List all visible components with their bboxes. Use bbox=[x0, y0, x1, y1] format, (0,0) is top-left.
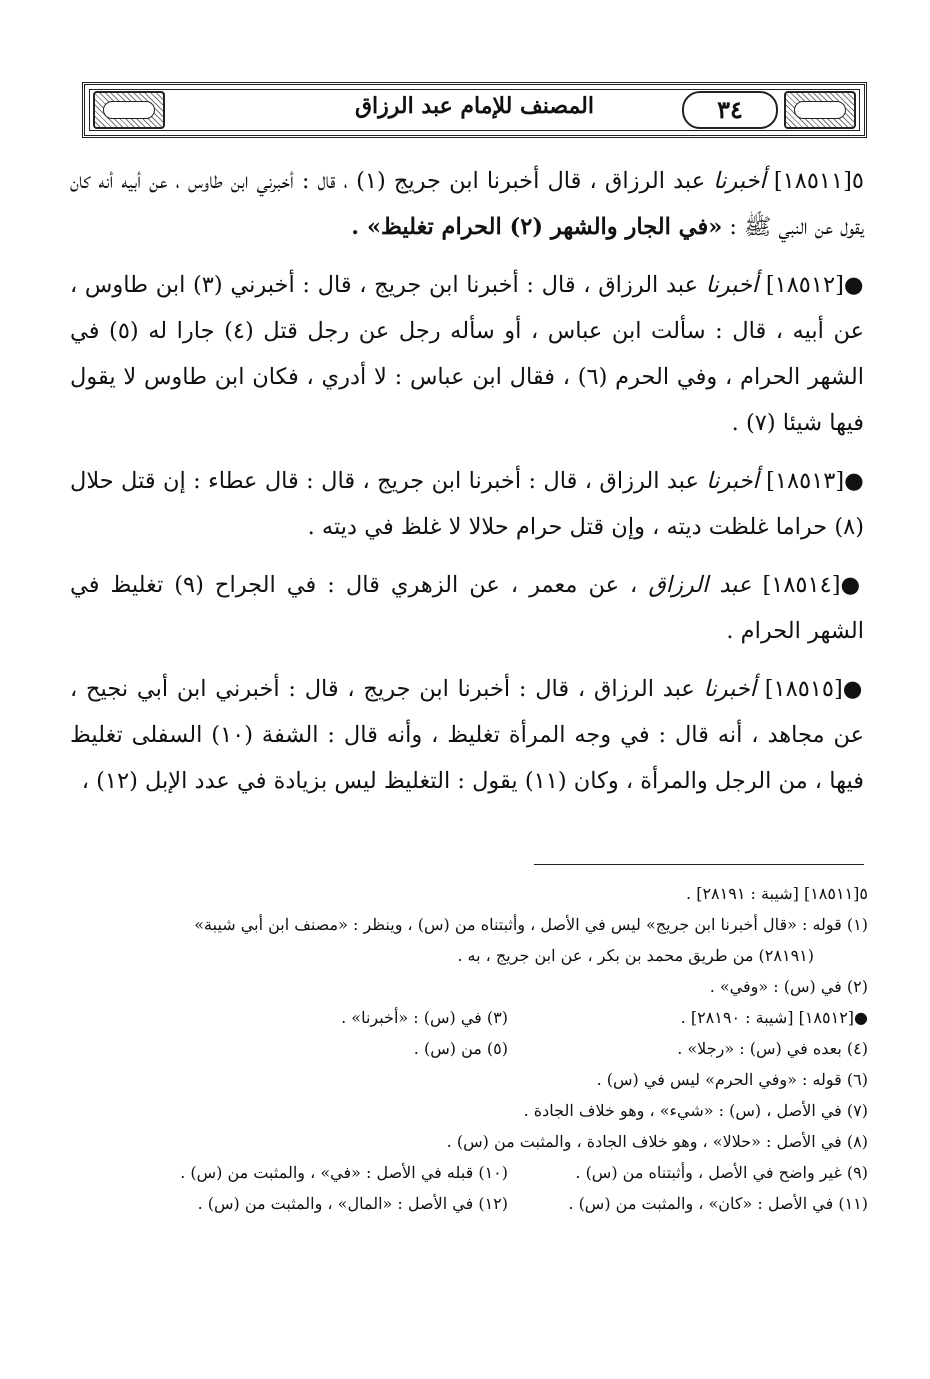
hadith-number: [١٨٥١٥] bbox=[764, 676, 843, 702]
hadith-text: عبد الرزاق ، قال : أخبرنا ابن جريج ، قال : قال عطاء : إن قتل حلال (٨) حراما غلظت ديته ، وإن قتل حرام حلالا لا غلظ في ديته . bbox=[70, 468, 864, 540]
footnote: (٨) في الأصل : «حلالا» ، وهو خلاف الجادة ، والمثبت من (س) . bbox=[446, 1132, 868, 1151]
hadith-text: عبد الرزاق ، قال : أخبرنا ابن جريج ، قال : أخبرني (٣) ابن طاوس ، عن أبيه ، قال : سألت ابن عباس ، أو سأله رجل عن رجل قتل (٤) جارا له (٥) في الشهر الحرام ، وفي الحرم (٦) ، فقال ابن عباس : لا أدري ، فكان ابن طاوس لا يقول فيها شيئا (٧) . bbox=[70, 272, 865, 436]
hadith-number: [١٨٥١٣] bbox=[766, 468, 845, 494]
footnote: (٩) غير واضح في الأصل ، وأثبتناه من (س) . bbox=[575, 1163, 868, 1182]
footnote: ●[١٨٥١٢] [شيبة : ٢٨١٩٠] . bbox=[680, 1008, 868, 1027]
isnad-prefix: أخبرنا bbox=[705, 272, 759, 298]
footnote: (١١) في الأصل : «كان» ، والمثبت من (س) . bbox=[568, 1194, 868, 1213]
footnote-divider bbox=[534, 864, 864, 865]
footnote: (١٢) في الأصل : «المال» ، والمثبت من (س) . bbox=[197, 1194, 508, 1213]
hadith-number: [١٨٥١٤] bbox=[762, 572, 841, 598]
isnad-prefix: أخبرنا bbox=[703, 676, 757, 702]
footnote: (٧) في الأصل ، (س) : «شيء» ، وهو خلاف الجادة . bbox=[523, 1101, 868, 1120]
paragraph-marker: ٥ bbox=[851, 168, 864, 194]
ornament-left-icon bbox=[93, 91, 165, 129]
footnote-row bbox=[100, 1188, 868, 1219]
footnotes bbox=[100, 878, 868, 1219]
footnote: (٦) قوله : «وفي الحرم» ليس في (س) . bbox=[596, 1070, 868, 1089]
footnote-row bbox=[100, 1157, 868, 1188]
isnad-prefix: عبد الرزاق bbox=[648, 572, 752, 598]
hadith-text: عبد الرزاق ، قال : أخبرنا ابن جريج ، قال : أخبرني ابن أبي نجيح ، عن مجاهد ، أنه قال : في وجه المرأة تغليظ ، وأنه قال : الشفة (١٠) السفلى تغليظ فيها ، من الرجل والمرأة ، وكان (١١) يقول : التغليظ ليس بزيادة في عدد الإبل (١٢) ، bbox=[70, 676, 865, 794]
isnad-prefix: أخبرنا bbox=[706, 468, 759, 494]
paragraph-marker: ● bbox=[840, 572, 864, 598]
paragraph-marker: ● bbox=[842, 676, 864, 702]
footnote: (٣) في (س) : «أخبرنا» . bbox=[341, 1008, 508, 1027]
hadith-number: [١٨٥١١] bbox=[773, 168, 852, 194]
hadith-text: ، عن معمر ، عن الزهري قال : في الجراح (٩) تغليظ في الشهر الحرام . bbox=[70, 572, 864, 644]
hadith-18511 bbox=[70, 158, 864, 250]
isnad-prefix: أخبرنا bbox=[713, 168, 766, 194]
footnote: (٤) بعده في (س) : «رجلا» . bbox=[677, 1039, 868, 1058]
page-header bbox=[82, 82, 867, 138]
ornament-right-icon bbox=[784, 91, 856, 129]
paragraph-marker: ● bbox=[844, 468, 865, 494]
hadith-18513 bbox=[70, 458, 864, 550]
hadith-text: عبد الرزاق ، قال أخبرنا ابن جريج (١) ، قال : أخبرني ابن طاوس ، عن أبيه أنه كان يقول عن النبي ﷺ : bbox=[70, 168, 864, 240]
hadith-18512 bbox=[70, 262, 864, 446]
paragraph-marker: ● bbox=[843, 272, 864, 298]
hadith-18514 bbox=[70, 562, 864, 654]
footnote: (١٠) قبله في الأصل : «في» ، والمثبت من (س) . bbox=[180, 1163, 508, 1182]
book-title: المصنف للإمام عبد الرزاق bbox=[354, 93, 594, 119]
footnote: (٢) في (س) : «وفي» . bbox=[709, 977, 868, 996]
main-text bbox=[70, 158, 864, 816]
hadith-18515 bbox=[70, 666, 864, 804]
hadith-quote: «في الجار والشهر (٢) الحرام تغليظ» . bbox=[351, 214, 723, 240]
page-number: ٣٤ bbox=[682, 91, 778, 129]
footnote: (١) قوله : «قال أخبرنا ابن جريج» ليس في الأصل ، وأثبتناه من (س) ، وينظر : «مصنف ابن أبي شيبة» bbox=[194, 915, 868, 934]
footnote-row bbox=[100, 1002, 868, 1033]
footnote: (٥) من (س) . bbox=[413, 1039, 508, 1058]
hadith-number: [١٨٥١٢] bbox=[765, 272, 844, 298]
footnote: ٥[١٨٥١١] [شيبة : ٢٨١٩١] . bbox=[686, 884, 868, 903]
footnote: (٢٨١٩١) من طريق محمد بن بكر ، عن ابن جريج ، به . bbox=[457, 946, 814, 965]
footnote-row bbox=[100, 1033, 868, 1064]
